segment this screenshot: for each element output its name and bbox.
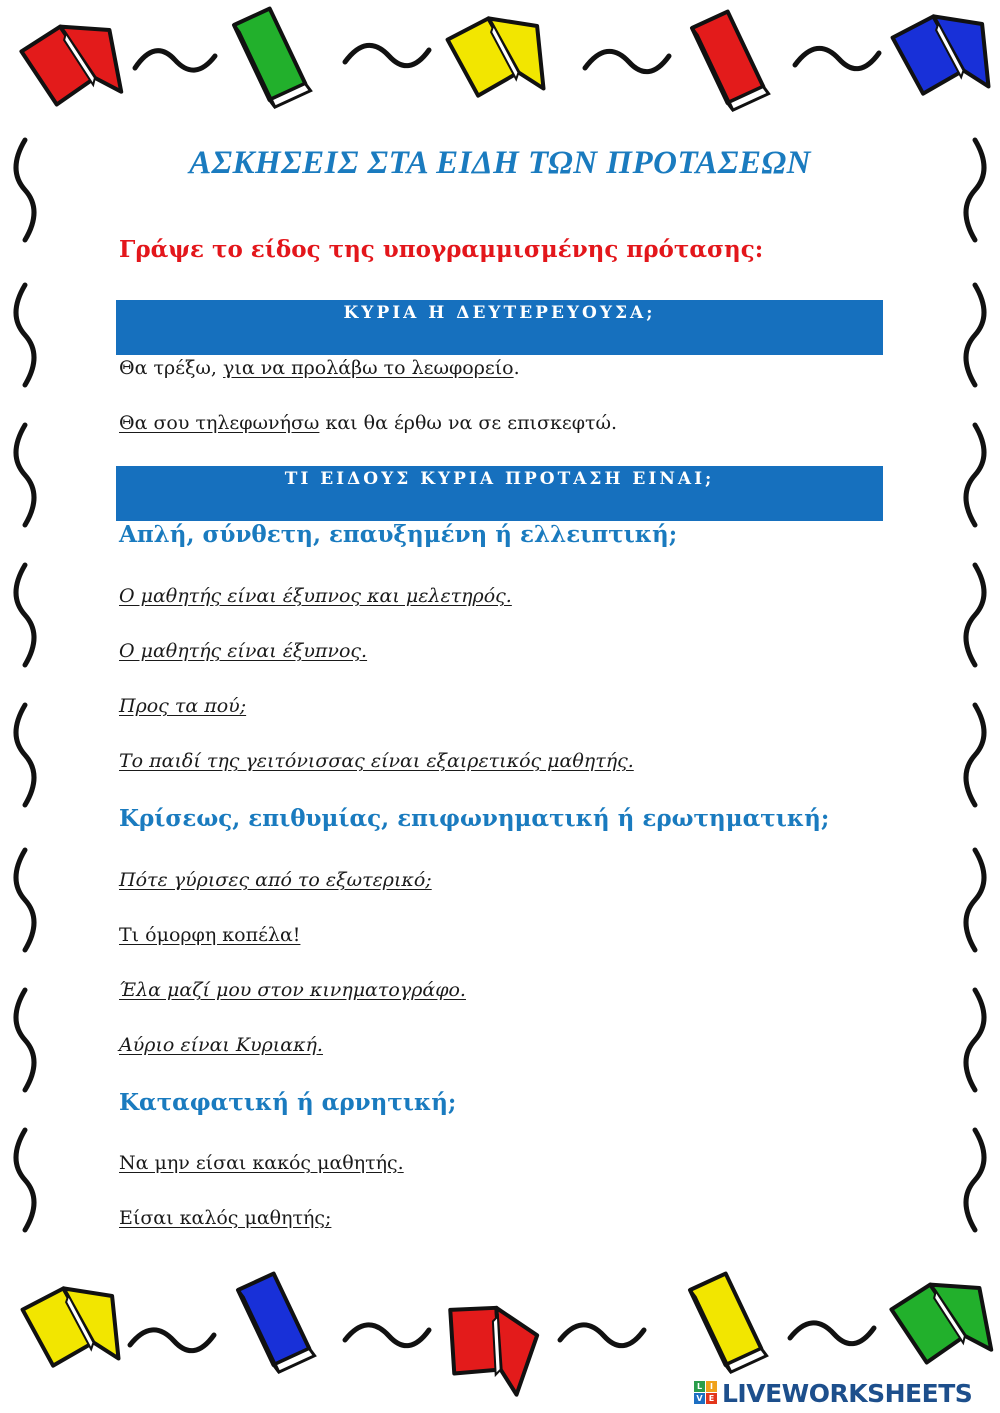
item-text: . xyxy=(513,357,520,379)
book-icon xyxy=(236,1269,316,1377)
section-band-main-clause-type: ΤΙ ΕΙΔΟΥΣ ΚΥΡΙΑ ΠΡΟΤΑΣΗ ΕΙΝΑΙ; xyxy=(116,466,883,521)
book-icon xyxy=(20,1277,128,1379)
exercise-item: Έλα μαζί μου στον κινηματογράφο. xyxy=(119,979,466,1001)
subheading: Κρίσεως, επιθυμίας, επιφωνηματική ή ερωτηματική; xyxy=(119,805,830,832)
subheading: Απλή, σύνθετη, επαυξημένη ή ελλειπτική; xyxy=(119,521,678,548)
subheading: Καταφατική ή αρνητική; xyxy=(119,1089,457,1116)
exercise-item: Αύριο είναι Κυριακή. xyxy=(119,1034,323,1056)
logo-text: LIVEWORKSHEETS xyxy=(722,1378,973,1408)
exercise-item: Είσαι καλός μαθητής; xyxy=(119,1207,332,1229)
exercise-item: Τι όμορφη κοπέλα! xyxy=(119,924,301,946)
book-icon xyxy=(888,1269,1000,1377)
underlined-clause: Θα σου τηλεφωνήσω xyxy=(119,412,320,434)
book-icon xyxy=(232,4,312,112)
book-icon xyxy=(445,7,553,109)
book-icon xyxy=(890,5,998,107)
exercise-item xyxy=(119,357,520,379)
underlined-clause: για να προλάβω το λεωφορείο xyxy=(223,357,514,379)
book-icon xyxy=(688,1269,768,1377)
book-icon xyxy=(18,11,131,119)
book-icon xyxy=(690,7,770,115)
exercise-item: Το παιδί της γειτόνισσας είναι εξαιρετικός μαθητής. xyxy=(119,750,634,772)
item-text: και θα έρθω να σε επισκεφτώ. xyxy=(319,412,618,434)
exercise-item: Ο μαθητής είναι έξυπνος. xyxy=(119,640,368,662)
item-text: Θα τρέξω, xyxy=(119,357,224,379)
book-icon xyxy=(438,1300,541,1396)
logo-mark-icon: L I V E xyxy=(694,1381,718,1405)
exercise-item: Προς τα πού; xyxy=(119,695,247,717)
exercise-item: Να μην είσαι κακός μαθητής. xyxy=(119,1152,404,1174)
section-band-main-subordinate: ΚΥΡΙΑ Η ΔΕΥΤΕΡΕΥΟΥΣΑ; xyxy=(116,300,883,355)
exercise-item xyxy=(119,412,617,434)
exercise-item: Πότε γύρισες από το εξωτερικό; xyxy=(119,869,432,891)
liveworksheets-logo xyxy=(694,1378,972,1408)
instruction-text: Γράψε το είδος της υπογραμμισμένης πρότασης: xyxy=(119,236,764,263)
page-title: ΑΣΚΗΣΕΙΣ ΣΤΑ ΕΙΔΗ ΤΩΝ ΠΡΟΤΑΣΕΩΝ xyxy=(189,145,811,181)
exercise-item: Ο μαθητής είναι έξυπνος και μελετηρός. xyxy=(119,585,512,607)
